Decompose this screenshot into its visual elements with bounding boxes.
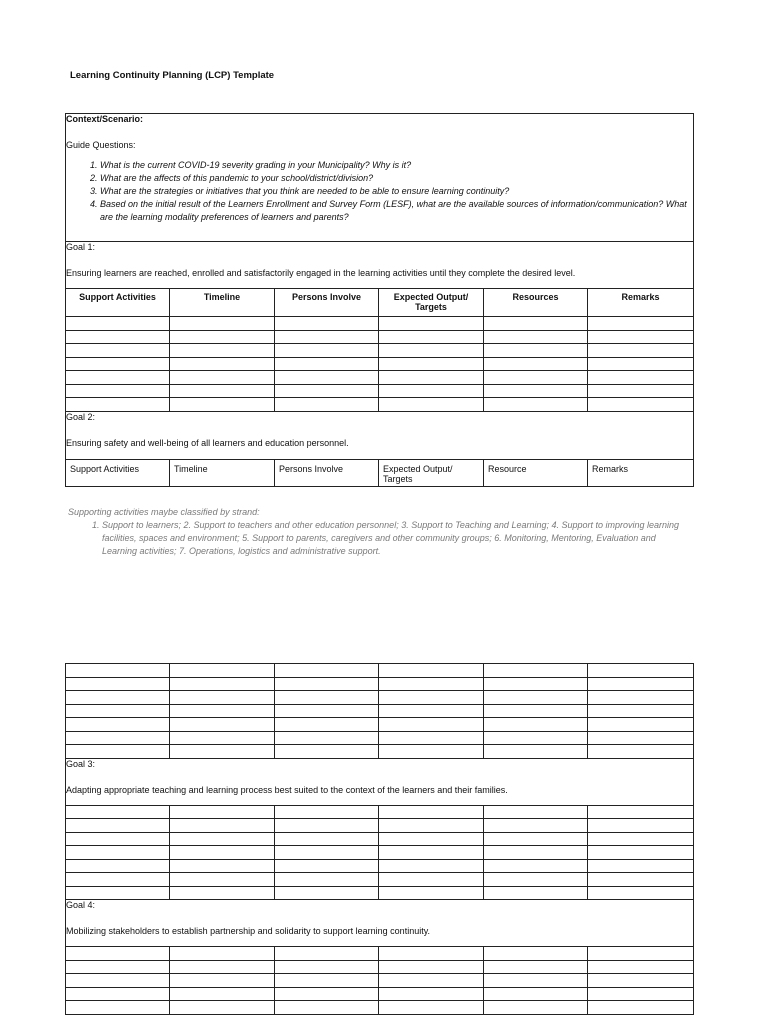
empty-cell[interactable] [170,819,275,833]
empty-cell[interactable] [588,1001,694,1015]
empty-cell[interactable] [170,859,275,873]
empty-cell[interactable] [588,718,694,732]
strand-note-heading: Supporting activities maybe classified by strand: [68,507,260,517]
empty-cell[interactable] [588,805,694,819]
empty-cell[interactable] [379,745,484,759]
goal2-header-row [66,459,694,486]
empty-cell[interactable] [170,886,275,900]
empty-cell[interactable] [275,745,379,759]
empty-cell[interactable] [379,947,484,961]
context-row [66,114,694,242]
empty-cell[interactable] [588,846,694,860]
empty-cell[interactable] [484,398,588,412]
empty-cell[interactable] [275,947,379,961]
empty-cell[interactable] [275,873,379,887]
empty-cell[interactable] [379,317,484,331]
guide-question: 3. What are the strategies or initiatives that you think are needed to be able to ensure learning continuity? [100,185,693,198]
empty-row [66,718,694,732]
column-header: Support Activities [66,289,170,317]
document-title: Learning Continuity Planning (LCP) Template [70,70,275,81]
empty-cell[interactable] [275,960,379,974]
empty-cell[interactable] [379,886,484,900]
empty-cell[interactable] [170,691,275,705]
empty-cell[interactable] [379,960,484,974]
empty-cell[interactable] [275,731,379,745]
empty-cell[interactable] [275,805,379,819]
empty-cell[interactable] [66,691,170,705]
empty-cell[interactable] [170,873,275,887]
empty-cell[interactable] [66,859,170,873]
empty-cell[interactable] [379,859,484,873]
empty-cell[interactable] [275,704,379,718]
column-header: Expected Output/ Targets [379,459,484,486]
goal3-text: Adapting appropriate teaching and learning process best suited to the context of the learners and their families. [66,784,508,795]
empty-cell[interactable] [588,819,694,833]
goal4-row [66,900,694,947]
empty-cell[interactable] [379,704,484,718]
goal2-row [66,411,694,459]
empty-cell[interactable] [170,987,275,1001]
empty-cell[interactable] [66,344,170,358]
empty-cell[interactable] [588,691,694,705]
column-header: Timeline [170,289,275,317]
empty-cell[interactable] [484,846,588,860]
empty-cell[interactable] [484,819,588,833]
empty-cell[interactable] [275,384,379,398]
empty-cell[interactable] [170,704,275,718]
empty-cell[interactable] [170,398,275,412]
goal1-row [66,242,694,289]
column-header: Resources [484,289,588,317]
empty-cell[interactable] [588,371,694,385]
empty-cell[interactable] [588,344,694,358]
empty-cell[interactable] [275,317,379,331]
column-header: Support Activities [66,459,170,486]
goal2-label: Goal 2: [66,411,96,422]
empty-cell[interactable] [275,691,379,705]
empty-cell[interactable] [170,330,275,344]
empty-cell[interactable] [484,947,588,961]
context-cell [66,114,694,242]
empty-cell[interactable] [379,731,484,745]
empty-row [66,317,694,331]
empty-row [66,691,694,705]
empty-cell[interactable] [66,886,170,900]
empty-cell[interactable] [588,384,694,398]
empty-cell[interactable] [588,704,694,718]
empty-row [66,974,694,988]
empty-cell[interactable] [170,832,275,846]
empty-cell[interactable] [379,819,484,833]
empty-cell[interactable] [484,805,588,819]
guide-question: 4. Based on the initial result of the Learners Enrollment and Survey Form (LESF), what are the available sources of information/communication? What are the learning modality preferences of learners and parents? [100,198,693,224]
empty-cell[interactable] [66,384,170,398]
empty-cell[interactable] [275,398,379,412]
empty-cell[interactable] [379,718,484,732]
empty-cell[interactable] [170,846,275,860]
empty-cell[interactable] [588,873,694,887]
goal3-label: Goal 3: [66,758,96,769]
empty-cell[interactable] [379,1001,484,1015]
empty-cell[interactable] [588,886,694,900]
empty-cell[interactable] [66,398,170,412]
empty-cell[interactable] [588,677,694,691]
empty-cell[interactable] [170,317,275,331]
empty-cell[interactable] [275,677,379,691]
empty-cell[interactable] [275,664,379,678]
empty-cell[interactable] [170,677,275,691]
empty-cell[interactable] [66,664,170,678]
empty-cell[interactable] [66,718,170,732]
empty-cell[interactable] [588,859,694,873]
empty-cell[interactable] [379,873,484,887]
empty-row [66,819,694,833]
empty-cell[interactable] [484,704,588,718]
empty-cell[interactable] [170,960,275,974]
empty-row [66,960,694,974]
goal4-text: Mobilizing stakeholders to establish partnership and solidarity to support learning continuity. [66,926,431,936]
empty-row [66,344,694,358]
empty-cell[interactable] [66,731,170,745]
empty-cell[interactable] [588,960,694,974]
empty-cell[interactable] [275,819,379,833]
empty-cell[interactable] [484,357,588,371]
empty-cell[interactable] [588,664,694,678]
empty-row [66,987,694,1001]
empty-cell[interactable] [170,745,275,759]
empty-cell[interactable] [66,317,170,331]
empty-cell[interactable] [275,718,379,732]
empty-cell[interactable] [66,677,170,691]
empty-cell[interactable] [379,384,484,398]
guide-questions-list [66,159,693,224]
empty-row [66,704,694,718]
empty-cell[interactable] [170,731,275,745]
goal4-label: Goal 4: [66,900,96,910]
empty-cell[interactable] [66,960,170,974]
empty-cell[interactable] [275,832,379,846]
empty-cell[interactable] [484,886,588,900]
goal2-text: Ensuring safety and well-being of all learners and education personnel. [66,437,349,448]
empty-cell[interactable] [170,805,275,819]
empty-cell[interactable] [484,384,588,398]
empty-cell[interactable] [275,859,379,873]
strand-note [68,506,688,558]
empty-cell[interactable] [170,718,275,732]
empty-cell[interactable] [66,987,170,1001]
empty-cell[interactable] [275,886,379,900]
guide-questions-label: Guide Questions: [66,140,136,150]
column-header: Resource [484,459,588,486]
empty-cell[interactable] [275,987,379,1001]
empty-row [66,677,694,691]
empty-cell[interactable] [275,330,379,344]
empty-cell[interactable] [66,832,170,846]
empty-cell[interactable] [66,947,170,961]
empty-row [66,832,694,846]
empty-cell[interactable] [275,357,379,371]
empty-cell[interactable] [170,357,275,371]
empty-cell[interactable] [588,745,694,759]
goal1-header-row [66,289,694,317]
empty-cell[interactable] [484,974,588,988]
context-label: Context/Scenario: [66,114,144,124]
empty-cell[interactable] [379,371,484,385]
empty-cell[interactable] [379,677,484,691]
empty-cell[interactable] [484,718,588,732]
empty-cell[interactable] [588,731,694,745]
empty-cell[interactable] [588,330,694,344]
empty-row [66,947,694,961]
empty-cell[interactable] [379,987,484,1001]
empty-cell[interactable] [484,1001,588,1015]
empty-cell[interactable] [379,846,484,860]
goal1-text: Ensuring learners are reached, enrolled and satisfactorily engaged in the learning activities until they complete the desired level. [66,268,576,278]
empty-cell[interactable] [275,974,379,988]
empty-cell[interactable] [588,357,694,371]
empty-cell[interactable] [66,805,170,819]
empty-row [66,357,694,371]
empty-row [66,664,694,678]
lcp-table-page2 [65,663,694,1015]
empty-cell[interactable] [66,873,170,887]
column-header: Remarks [588,459,694,486]
empty-cell[interactable] [66,371,170,385]
empty-row [66,873,694,887]
empty-row [66,330,694,344]
empty-cell[interactable] [275,371,379,385]
empty-cell[interactable] [484,317,588,331]
empty-cell[interactable] [66,974,170,988]
strand-note-list [68,519,688,558]
empty-cell[interactable] [588,317,694,331]
empty-cell[interactable] [484,371,588,385]
empty-cell[interactable] [379,832,484,846]
strand-note-item: 1. Support to learners; 2. Support to teachers and other education personnel; 3. Support to Teaching and Learning; 4. Support to improving learning facilities, spaces and environment; 5. Support to parents, caregivers and other community groups; 6. Monitoring, Mentoring, Evaluation and Learning activities; 7. Operations, logistics and administrative support. [102,519,688,558]
empty-cell[interactable] [588,987,694,1001]
empty-cell[interactable] [588,974,694,988]
empty-cell[interactable] [484,731,588,745]
goal4-cell [66,900,694,947]
empty-cell[interactable] [379,344,484,358]
goal3-row [66,758,694,805]
empty-row [66,398,694,412]
goal1-cell [66,242,694,289]
empty-row [66,1001,694,1015]
empty-cell[interactable] [66,846,170,860]
empty-row [66,371,694,385]
empty-cell[interactable] [170,974,275,988]
empty-cell[interactable] [66,330,170,344]
empty-cell[interactable] [170,947,275,961]
empty-cell[interactable] [275,1001,379,1015]
goal1-label: Goal 1: [66,242,96,252]
empty-cell[interactable] [379,357,484,371]
empty-cell[interactable] [484,664,588,678]
empty-cell[interactable] [588,947,694,961]
goal2-cell [66,411,694,459]
empty-cell[interactable] [170,344,275,358]
column-header: Timeline [170,459,275,486]
empty-row [66,731,694,745]
empty-cell[interactable] [170,1001,275,1015]
empty-cell[interactable] [484,873,588,887]
empty-row [66,384,694,398]
empty-cell[interactable] [66,819,170,833]
empty-cell[interactable] [484,987,588,1001]
guide-question: 1. What is the current COVID-19 severity grading in your Municipality? Why is it? [100,159,693,172]
empty-cell[interactable] [484,960,588,974]
empty-cell[interactable] [484,344,588,358]
empty-row [66,859,694,873]
column-header: Expected Output/ Targets [379,289,484,317]
guide-question: 2. What are the affects of this pandemic to your school/district/division? [100,172,693,185]
empty-cell[interactable] [588,398,694,412]
empty-cell[interactable] [66,1001,170,1015]
column-header: Persons Involve [275,459,379,486]
lcp-table-page1 [65,113,694,487]
empty-cell[interactable] [484,745,588,759]
empty-cell[interactable] [170,371,275,385]
empty-cell[interactable] [66,357,170,371]
empty-row [66,886,694,900]
empty-row [66,805,694,819]
empty-cell[interactable] [588,832,694,846]
empty-cell[interactable] [379,664,484,678]
empty-cell[interactable] [484,677,588,691]
empty-cell[interactable] [66,704,170,718]
empty-cell[interactable] [484,330,588,344]
empty-cell[interactable] [170,384,275,398]
empty-row [66,846,694,860]
empty-cell[interactable] [379,805,484,819]
empty-cell[interactable] [484,691,588,705]
goal3-cell [66,758,694,805]
column-header: Remarks [588,289,694,317]
empty-cell[interactable] [379,691,484,705]
empty-cell[interactable] [379,330,484,344]
empty-cell[interactable] [379,974,484,988]
empty-cell[interactable] [275,344,379,358]
empty-row [66,745,694,759]
empty-cell[interactable] [484,832,588,846]
empty-cell[interactable] [275,846,379,860]
column-header: Persons Involve [275,289,379,317]
empty-cell[interactable] [484,859,588,873]
empty-cell[interactable] [66,745,170,759]
empty-cell[interactable] [379,398,484,412]
empty-cell[interactable] [170,664,275,678]
